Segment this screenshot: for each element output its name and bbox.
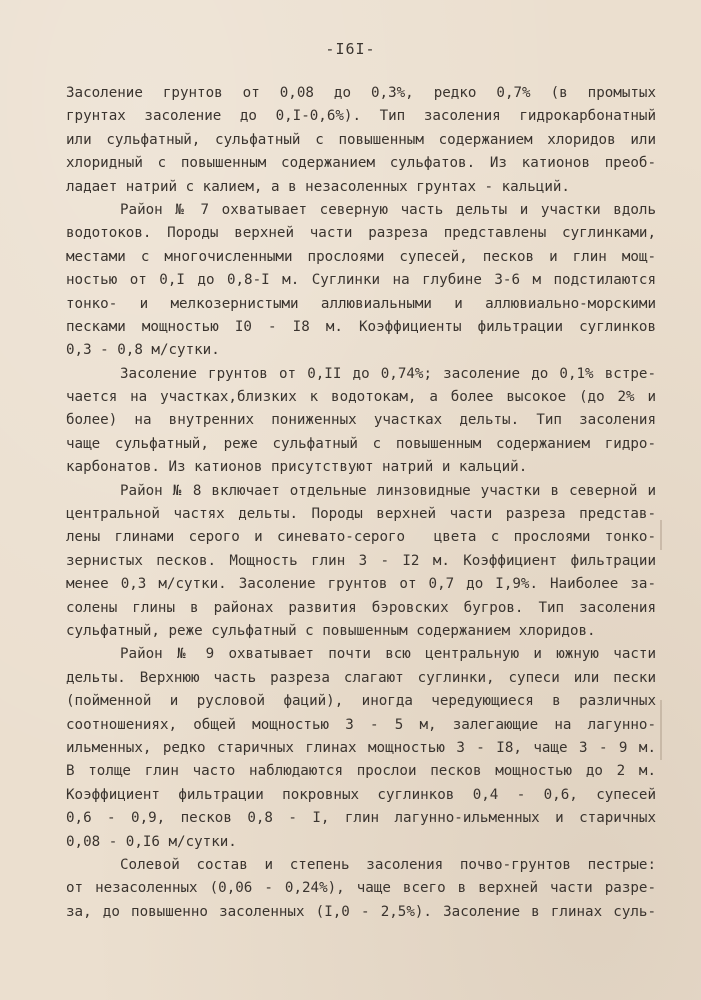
text-line: (пойменной и русловой фаций), иногда чередующиеся в различных [66,693,656,710]
text-line: или сульфатный, сульфатный с повышенным содержанием хлоридов или [66,131,656,148]
text-line: более) на внутренних пониженных участках дельты. Тип засоления [66,412,656,429]
text-line: карбонатов. Из катионов присутствуют натрий и кальций. [66,459,528,476]
text-line: сульфатный, реже сульфатный с повышенным содержанием хлоридов. [66,622,596,639]
text-line: тонко- и мелкозернистыми аллювиальными и аллювиально-морскими [66,295,656,312]
text-line: песками мощностью I0 - I8 м. Коэффициенты фильтрации суглинков [66,318,656,335]
text-line: от незасоленных (0,06 - 0,24%), чаще всего в верхней части разре- [66,880,656,897]
text-line: Коэффициент фильтрации покровных суглинков 0,4 - 0,6, супесей [66,786,656,803]
text-line: центральной частях дельты. Породы верхней части разреза представ- [66,506,656,523]
text-line: водотоков. Породы верхней части разреза представлены суглинками, [66,225,656,242]
body-text [66,82,656,924]
text-line: Солевой состав и степень засоления почво-грунтов пестрые: [120,856,656,873]
text-line: В толще глин часто наблюдаются прослои песков мощностью до 2 м. [66,763,656,780]
text-line: ильменных, редко старичных глинах мощностью 3 - I8, чаще 3 - 9 м. [66,739,656,756]
text-line: Район № 8 включает отдельные линзовидные участки в северной и [120,482,656,499]
text-line: солены глины в районах развития бэровских бугров. Тип засоления [66,599,656,616]
text-line: местами с многочисленными прослоями супесей, песков и глин мощ- [66,248,656,265]
text-line: хлоридный с повышенным содержанием сульфатов. Из катионов преоб- [66,155,656,172]
text-line: ладает натрий с калием, а в незасоленных грунтах - кальций. [66,178,570,195]
text-line: зернистых песков. Мощность глин 3 - I2 м. Коэффициент фильтрации [66,552,656,569]
text-line: 0,3 - 0,8 м/сутки. [66,342,220,359]
text-line: чаще сульфатный, реже сульфатный с повышенным содержанием гидро- [66,435,656,452]
text-line: менее 0,3 м/сутки. Засоление грунтов от 0,7 до I,9%. Наиболее за- [66,576,656,593]
text-line: дельты. Верхнюю часть разреза слагают суглинки, супеси или пески [66,669,656,686]
text-line: 0,6 - 0,9, песков 0,8 - I, глин лагунно-ильменных и старичных [66,810,656,827]
text-line: Район № 9 охватывает почти всю центральную и южную части [120,646,656,663]
text-line: Район № 7 охватывает северную часть дельты и участки вдоль [120,201,656,218]
text-line: чается на участках,близких к водотокам, а более высокое (до 2% и [66,389,656,406]
margin-mark [660,700,662,760]
text-line: грунтах засоление до 0,I-0,6%). Тип засоления гидрокарбонатный [66,108,656,125]
text-line: за, до повышенно засоленных (I,0 - 2,5%). Засоление в глинах суль- [66,903,656,920]
text-line: лены глинами серого и синевато-серого цвета с прослоями тонко- [66,529,656,546]
page-number: -I6I- [325,40,376,58]
text-line: Засоление грунтов от 0,08 до 0,3%, редко 0,7% (в промытых [66,85,656,101]
text-line: ностью от 0,I до 0,8-I м. Суглинки на глубине 3-6 м подстилаются [66,272,656,289]
margin-mark [660,520,662,550]
text-line: Засоление грунтов от 0,II до 0,74%; засоление до 0,1% встре- [120,365,656,382]
text-line: 0,08 - 0,I6 м/сутки. [66,833,237,850]
text-line: соотношениях, общей мощностью 3 - 5 м, залегающие на лагунно- [66,716,656,733]
